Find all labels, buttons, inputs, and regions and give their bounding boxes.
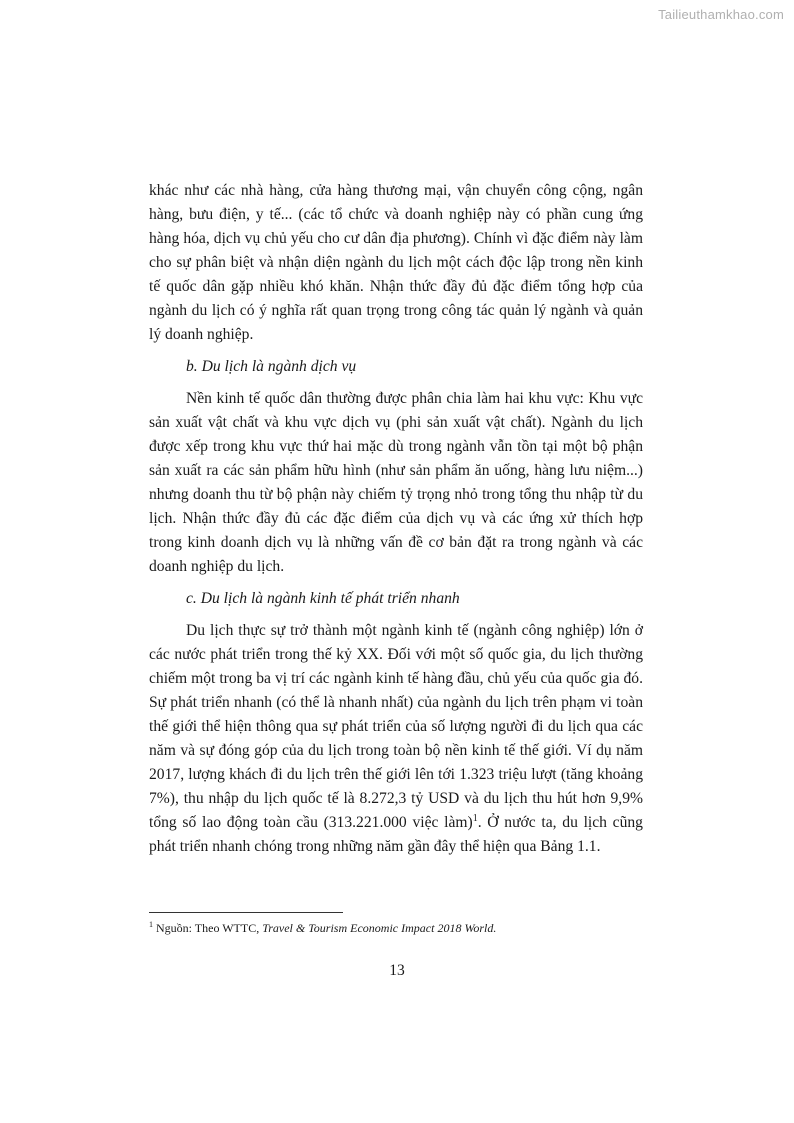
page-number: 13 [389, 962, 405, 979]
paragraph-3 [149, 619, 643, 859]
spacer [149, 347, 643, 355]
spacer [149, 611, 643, 619]
paragraph-1: khác như các nhà hàng, cửa hàng thương mại, vận chuyển công cộng, ngân hàng, bưu điện, y tế... (các tổ chức và doanh nghiệp này có phần cung ứng hàng hóa, dịch vụ chủ yếu cho cư dân địa phương). Chính vì đặc điểm này làm cho sự phân biệt và nhận diện ngành du lịch một cách độc lập trong nền kinh tế quốc dân gặp nhiều khó khăn. Nhận thức đầy đủ đặc điểm tổng hợp của ngành du lịch có ý nghĩa rất quan trọng trong công tác quản lý ngành và quản lý doanh nghiệp. [149, 182, 643, 343]
footnote-ref[interactable]: 1 [472, 812, 478, 824]
footnote-divider [149, 912, 343, 913]
spacer [149, 579, 643, 587]
paragraph-3-main: Du lịch thực sự trở thành một ngành kinh tế (ngành công nghiệp) lớn ở các nước phát triển trong thế kỷ XX. Đối với một số quốc gia, du lịch thường chiếm một trong ba vị trí các ngành kinh tế hàng đầu, chủ yếu của quốc gia đó. Sự phát triển nhanh (có thể là nhanh nhất) của ngành du lịch trên phạm vi toàn thế giới thể hiện thông qua sự phát triển của số lượng người đi du lịch qua các năm và sự đóng góp của du lịch trong toàn bộ nền kinh tế thế giới. Ví dụ năm 2017, lượng khách đi du lịch trên thế giới lên tới 1.323 triệu lượt (tăng khoảng 7%), thu nhập du lịch quốc tế là 8.272,3 tỷ USD và du lịch thu hút hơn 9,9% tổng số lao động toàn cầu (313.221.000 việc làm) [149, 622, 643, 831]
section-heading-c: c. Du lịch là ngành kinh tế phát triển nhanh [186, 590, 460, 607]
spacer [149, 379, 643, 387]
footnote-source-title: Travel & Tourism Economic Impact 2018 World. [262, 921, 497, 935]
footnote [149, 920, 643, 936]
paragraph-2: Nền kinh tế quốc dân thường được phân chia làm hai khu vực: Khu vực sản xuất vật chất và khu vực dịch vụ (phi sản xuất vật chất). Ngành du lịch được xếp trong khu vực thứ hai mặc dù trong ngành vẫn tồn tại một bộ phận sản xuất ra các sản phẩm hữu hình (như sản phẩm ăn uống, hàng lưu niệm...) nhưng doanh thu từ bộ phận này chiếm tỷ trọng nhỏ trong tổng thu nhập từ du lịch. Nhận thức đầy đủ các đặc điểm của dịch vụ và các ứng xử thích hợp trong kinh doanh dịch vụ là những vấn đề cơ bản đặt ra trong ngành và các doanh nghiệp du lịch. [149, 390, 643, 575]
footnote-prefix: Nguồn: Theo WTTC, [153, 921, 263, 935]
section-heading-b: b. Du lịch là ngành dịch vụ [186, 358, 357, 375]
paragraph-3-tail: . Ở nước ta, du lịch cũng phát triển nhanh chóng trong những năm gần đây thể hiện qua Bảng 1.1. [149, 814, 643, 855]
watermark: Tailieuthamkhao.com [658, 7, 784, 22]
footnote-number: 1 [149, 920, 153, 929]
page-body [149, 179, 643, 859]
